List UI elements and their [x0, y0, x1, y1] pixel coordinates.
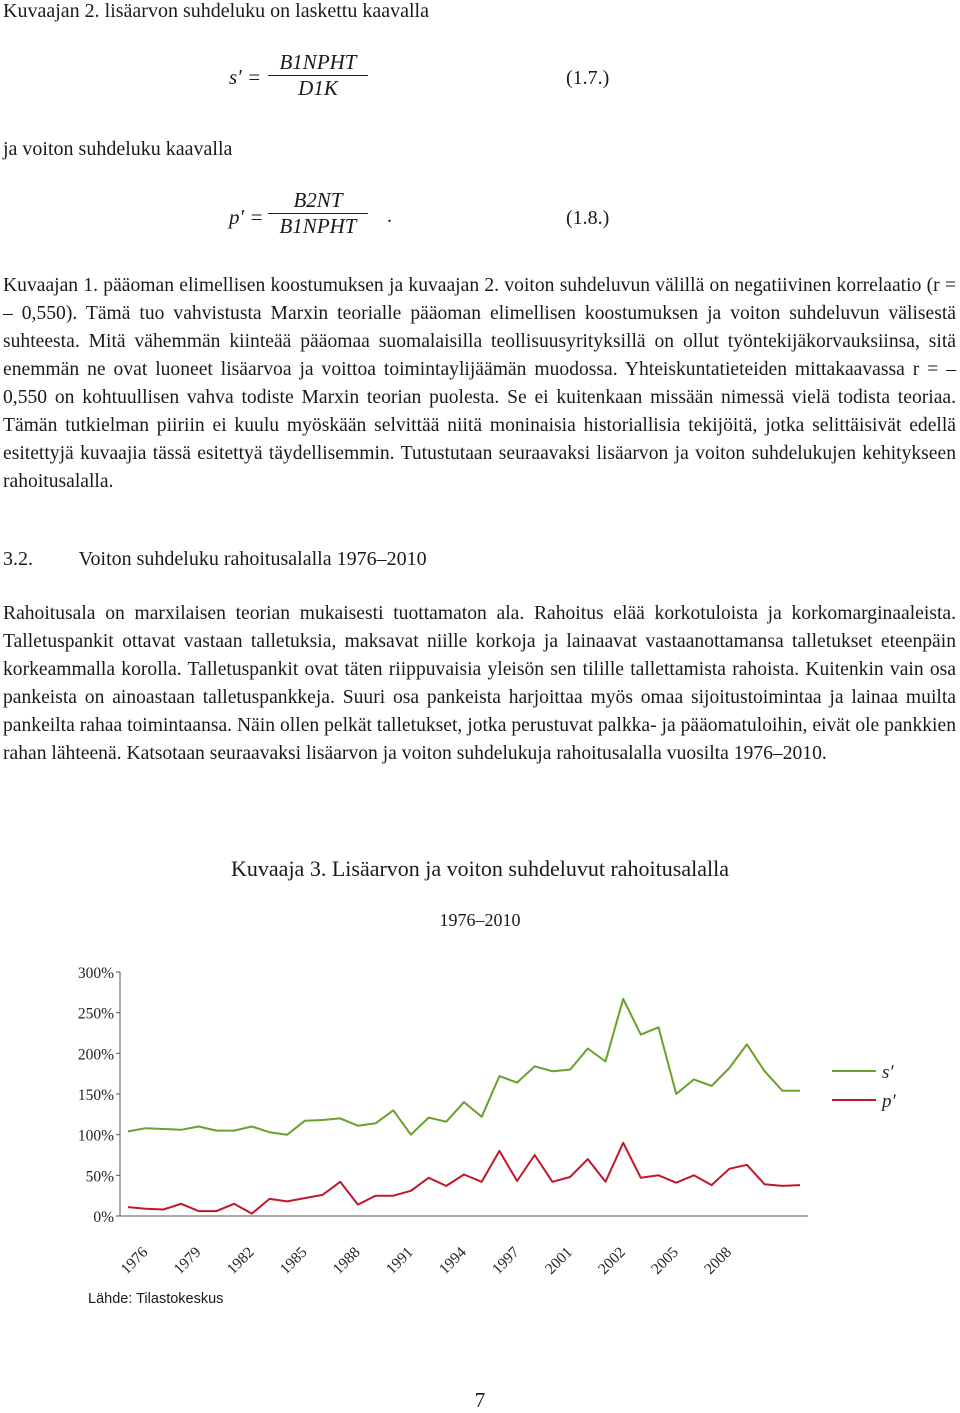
formula2-dot: . [387, 205, 392, 228]
chart-title-wrap [0, 856, 960, 882]
legend-label: p′ [880, 1091, 897, 1112]
y-tick-label: 150% [78, 1087, 114, 1104]
intro-line2: ja voiton suhdeluku kaavalla [3, 138, 232, 161]
formula1-fraction [268, 50, 368, 101]
series-line-p [128, 1143, 800, 1214]
formula2-number: (1.8.) [566, 207, 609, 230]
y-tick-label: 50% [86, 1168, 115, 1185]
x-tick-label: 1985 [277, 1244, 311, 1278]
x-tick-label: 2005 [648, 1244, 682, 1278]
series-line-s [128, 999, 800, 1135]
page-number-wrap [0, 1388, 960, 1413]
y-tick-label: 100% [78, 1128, 114, 1145]
chart-source: Lähde: Tilastokeskus [88, 1291, 223, 1307]
formula2-fraction [268, 188, 368, 239]
chart-subtitle: 1976–2010 [440, 910, 521, 930]
y-tick-label: 0% [93, 1209, 114, 1226]
formula1-number: (1.7.) [566, 67, 609, 90]
y-tick-label: 200% [78, 1046, 114, 1063]
section-heading [3, 548, 427, 571]
x-tick-label: 1988 [330, 1244, 364, 1278]
page-number: 7 [475, 1388, 486, 1412]
formula2-denominator: B1NPHT [268, 214, 368, 239]
x-tick-label: 1994 [436, 1244, 470, 1278]
x-tick-label: 1979 [171, 1244, 205, 1278]
legend-label: s′ [882, 1062, 894, 1083]
y-tick-label: 300% [78, 965, 114, 982]
formula1-denominator: D1K [268, 76, 368, 101]
y-tick-label: 250% [78, 1006, 114, 1023]
chart-title: Kuvaaja 3. Lisäarvon ja voiton suhdeluvut rahoitusalalla [231, 856, 729, 881]
intro-line: Kuvaajan 2. lisäarvon suhdeluku on laskettu kaavalla [3, 0, 429, 23]
formula1-lhs: s′ = [229, 65, 261, 90]
x-tick-label: 2008 [701, 1244, 735, 1278]
x-tick-label: 1991 [383, 1244, 417, 1278]
x-tick-label: 1976 [118, 1244, 152, 1278]
chart-subtitle-wrap [0, 910, 960, 931]
line-chart [0, 940, 960, 1280]
formula2-lhs: p′ = [229, 205, 264, 230]
x-tick-label: 2002 [595, 1244, 629, 1278]
formula1-numerator: B1NPHT [268, 50, 368, 75]
x-tick-label: 2001 [542, 1244, 576, 1278]
paragraph-2: Rahoitusala on marxilaisen teorian mukaisesti tuottamaton ala. Rahoitus elää korkotuloista ja korkomarginaaleista. Talletuspankit ottavat vastaan talletuksia, maksavat niille korkoja ja lainaavat vastaanottamansa talletukset eteenpäin korkeammalla korolla. Talletuspankit ovat täten riippuvaisia yleisön sen tilille tallettamista rahoista. Kuitenkin vain osa pankeista on ainoastaan talletuspankkeja. Suuri osa pankeista harjoittaa myös omaa sijoitustoimintaa ja lainaa muilta pankeilta rahaa toimintaansa. Näin ollen pelkät talletukset, jotka perustuvat palkka- ja pääomatuloihin, eivät ole pankkien rahan lähteenä. Katsotaan seuraavaksi lisäarvon ja voiton suhdelukuja rahoitusalalla vuosilta 1976–2010. [3, 600, 956, 768]
paragraph-1: Kuvaajan 1. pääoman elimellisen koostumuksen ja kuvaajan 2. voiton suhdeluvun välillä on negatiivinen korrelaatio (r = – 0,550). Tämä tuo vahvistusta Marxin teorialle pääoman elimellisen koostumuksen ja voiton suhdeluvun välisestä suhteesta. Mitä vähemmän kiinteää pääomaa suomalaisilla teollisuusyrityksillä on ollut työntekijäkorvauksiinsa, sitä enemmän ne ovat luoneet lisäarvoa ja voittoa toimintaylijäämän muodossa. Yhteiskuntatieteiden mittakaavassa r = – 0,550 on kohtuullisen vahva todiste Marxin teorian puolesta. Se ei kuitenkaan missään nimessä vielä todista teoriaa. Tämän tutkielman piiriin ei kuulu myöskään selvittää niitä moninaisia historiallisia tekijöitä, jotka selittäisivät edellä esitettyjä kuvaajia tässä esitettyä täydellisemmin. Tutustutaan seuraavaksi lisäarvon ja voiton suhdelukujen kehitykseen rahoitusalalla. [3, 272, 956, 496]
x-tick-label: 1982 [224, 1244, 258, 1278]
x-tick-label: 1997 [489, 1244, 523, 1278]
section-title: Voiton suhdeluku rahoitusalalla 1976–2010 [79, 548, 427, 570]
section-number: 3.2. [3, 548, 33, 570]
formula2-numerator: B2NT [268, 188, 368, 213]
